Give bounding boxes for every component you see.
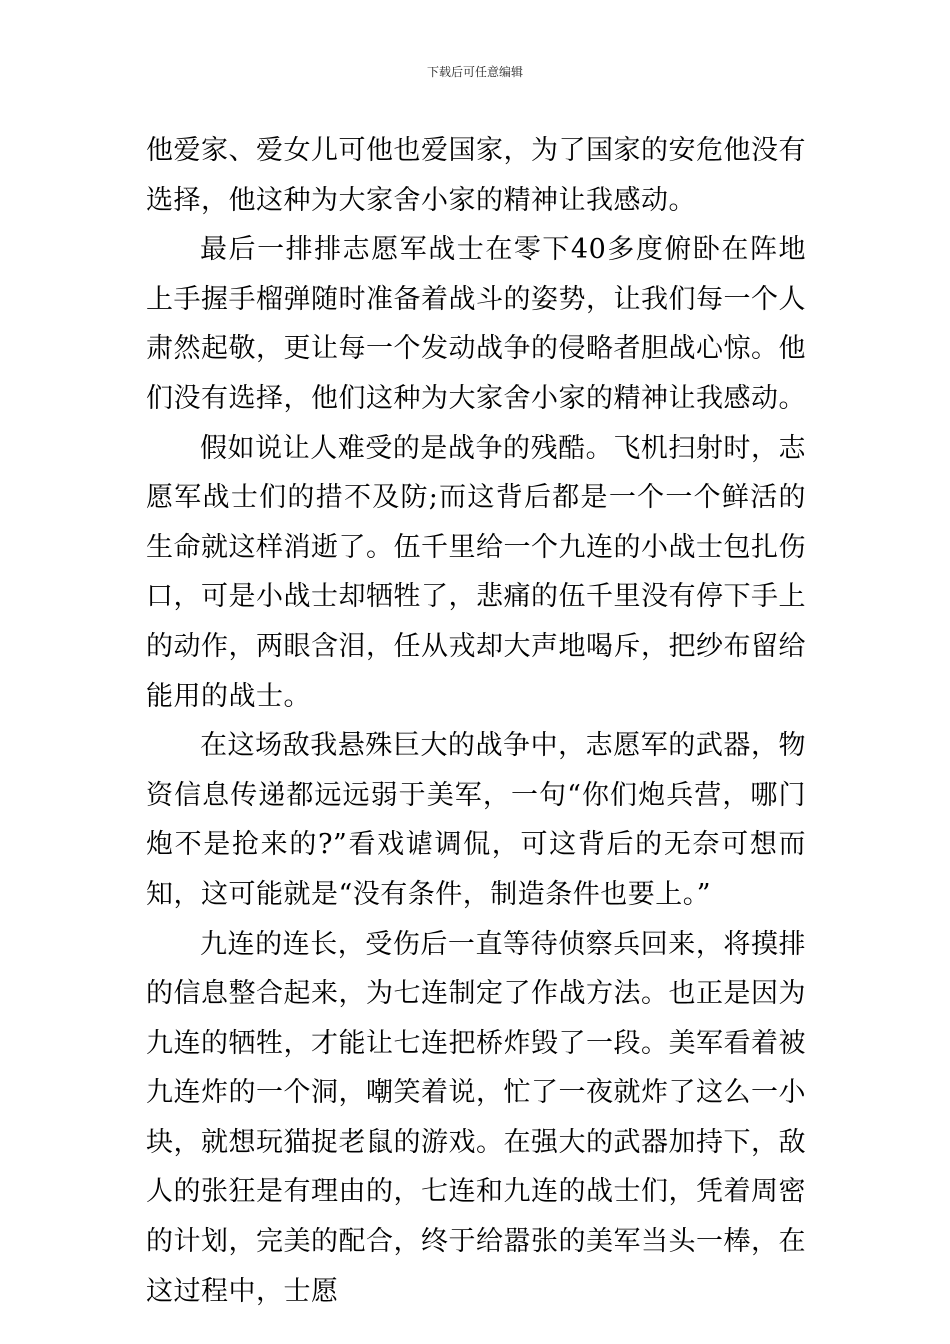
page-header: 下载后可任意编辑 [426, 65, 523, 79]
paragraph-continued: 他爱家、爱女儿可他也爱国家，为了国家的安危他没有选择，他这种为大家舍小家的精神让我感动。 [146, 135, 806, 216]
paragraph: 在这场敌我悬殊巨大的战争中，志愿军的武器，物资信息传递都远远弱于美军，一句“你们炮兵营，哪门炮不是抢来的?”看戏谑调侃，可这背后的无奈可想而知，这可能就是“没有条件，制造条件也要上。” [146, 730, 806, 910]
paragraph: 最后一排排志愿军战士在零下40多度俯卧在阵地上手握手榴弹随时准备着战斗的姿势，让我们每一个人肃然起敬，更让每一个发动战争的侵略者胆战心惊。他们没有选择，他们这种为大家舍小家的精神让我感动。 [146, 234, 806, 414]
document-body [146, 126, 806, 1316]
paragraph: 假如说让人难受的是战争的残酷。飞机扫射时，志愿军战士们的措不及防;而这背后都是一个一个鲜活的生命就这样消逝了。伍千里给一个九连的小战士包扎伤口，可是小战士却牺牲了，悲痛的伍千里没有停下手上的动作，两眼含泪，任从戎却大声地喝斥，把纱布留给能用的战士。 [146, 432, 806, 712]
paragraph: 九连的连长，受伤后一直等待侦察兵回来，将摸排的信息整合起来，为七连制定了作战方法。也正是因为九连的牺牲，才能让七连把桥炸毁了一段。美军看着被九连炸的一个洞，嘲笑着说，忙了一夜就炸了这么一小块，就想玩猫捉老鼠的游戏。在强大的武器加持下，敌人的张狂是有理由的，七连和九连的战士们，凭着周密的计划，完美的配合，终于给嚣张的美军当头一棒，在这过程中，士愿 [146, 928, 806, 1307]
